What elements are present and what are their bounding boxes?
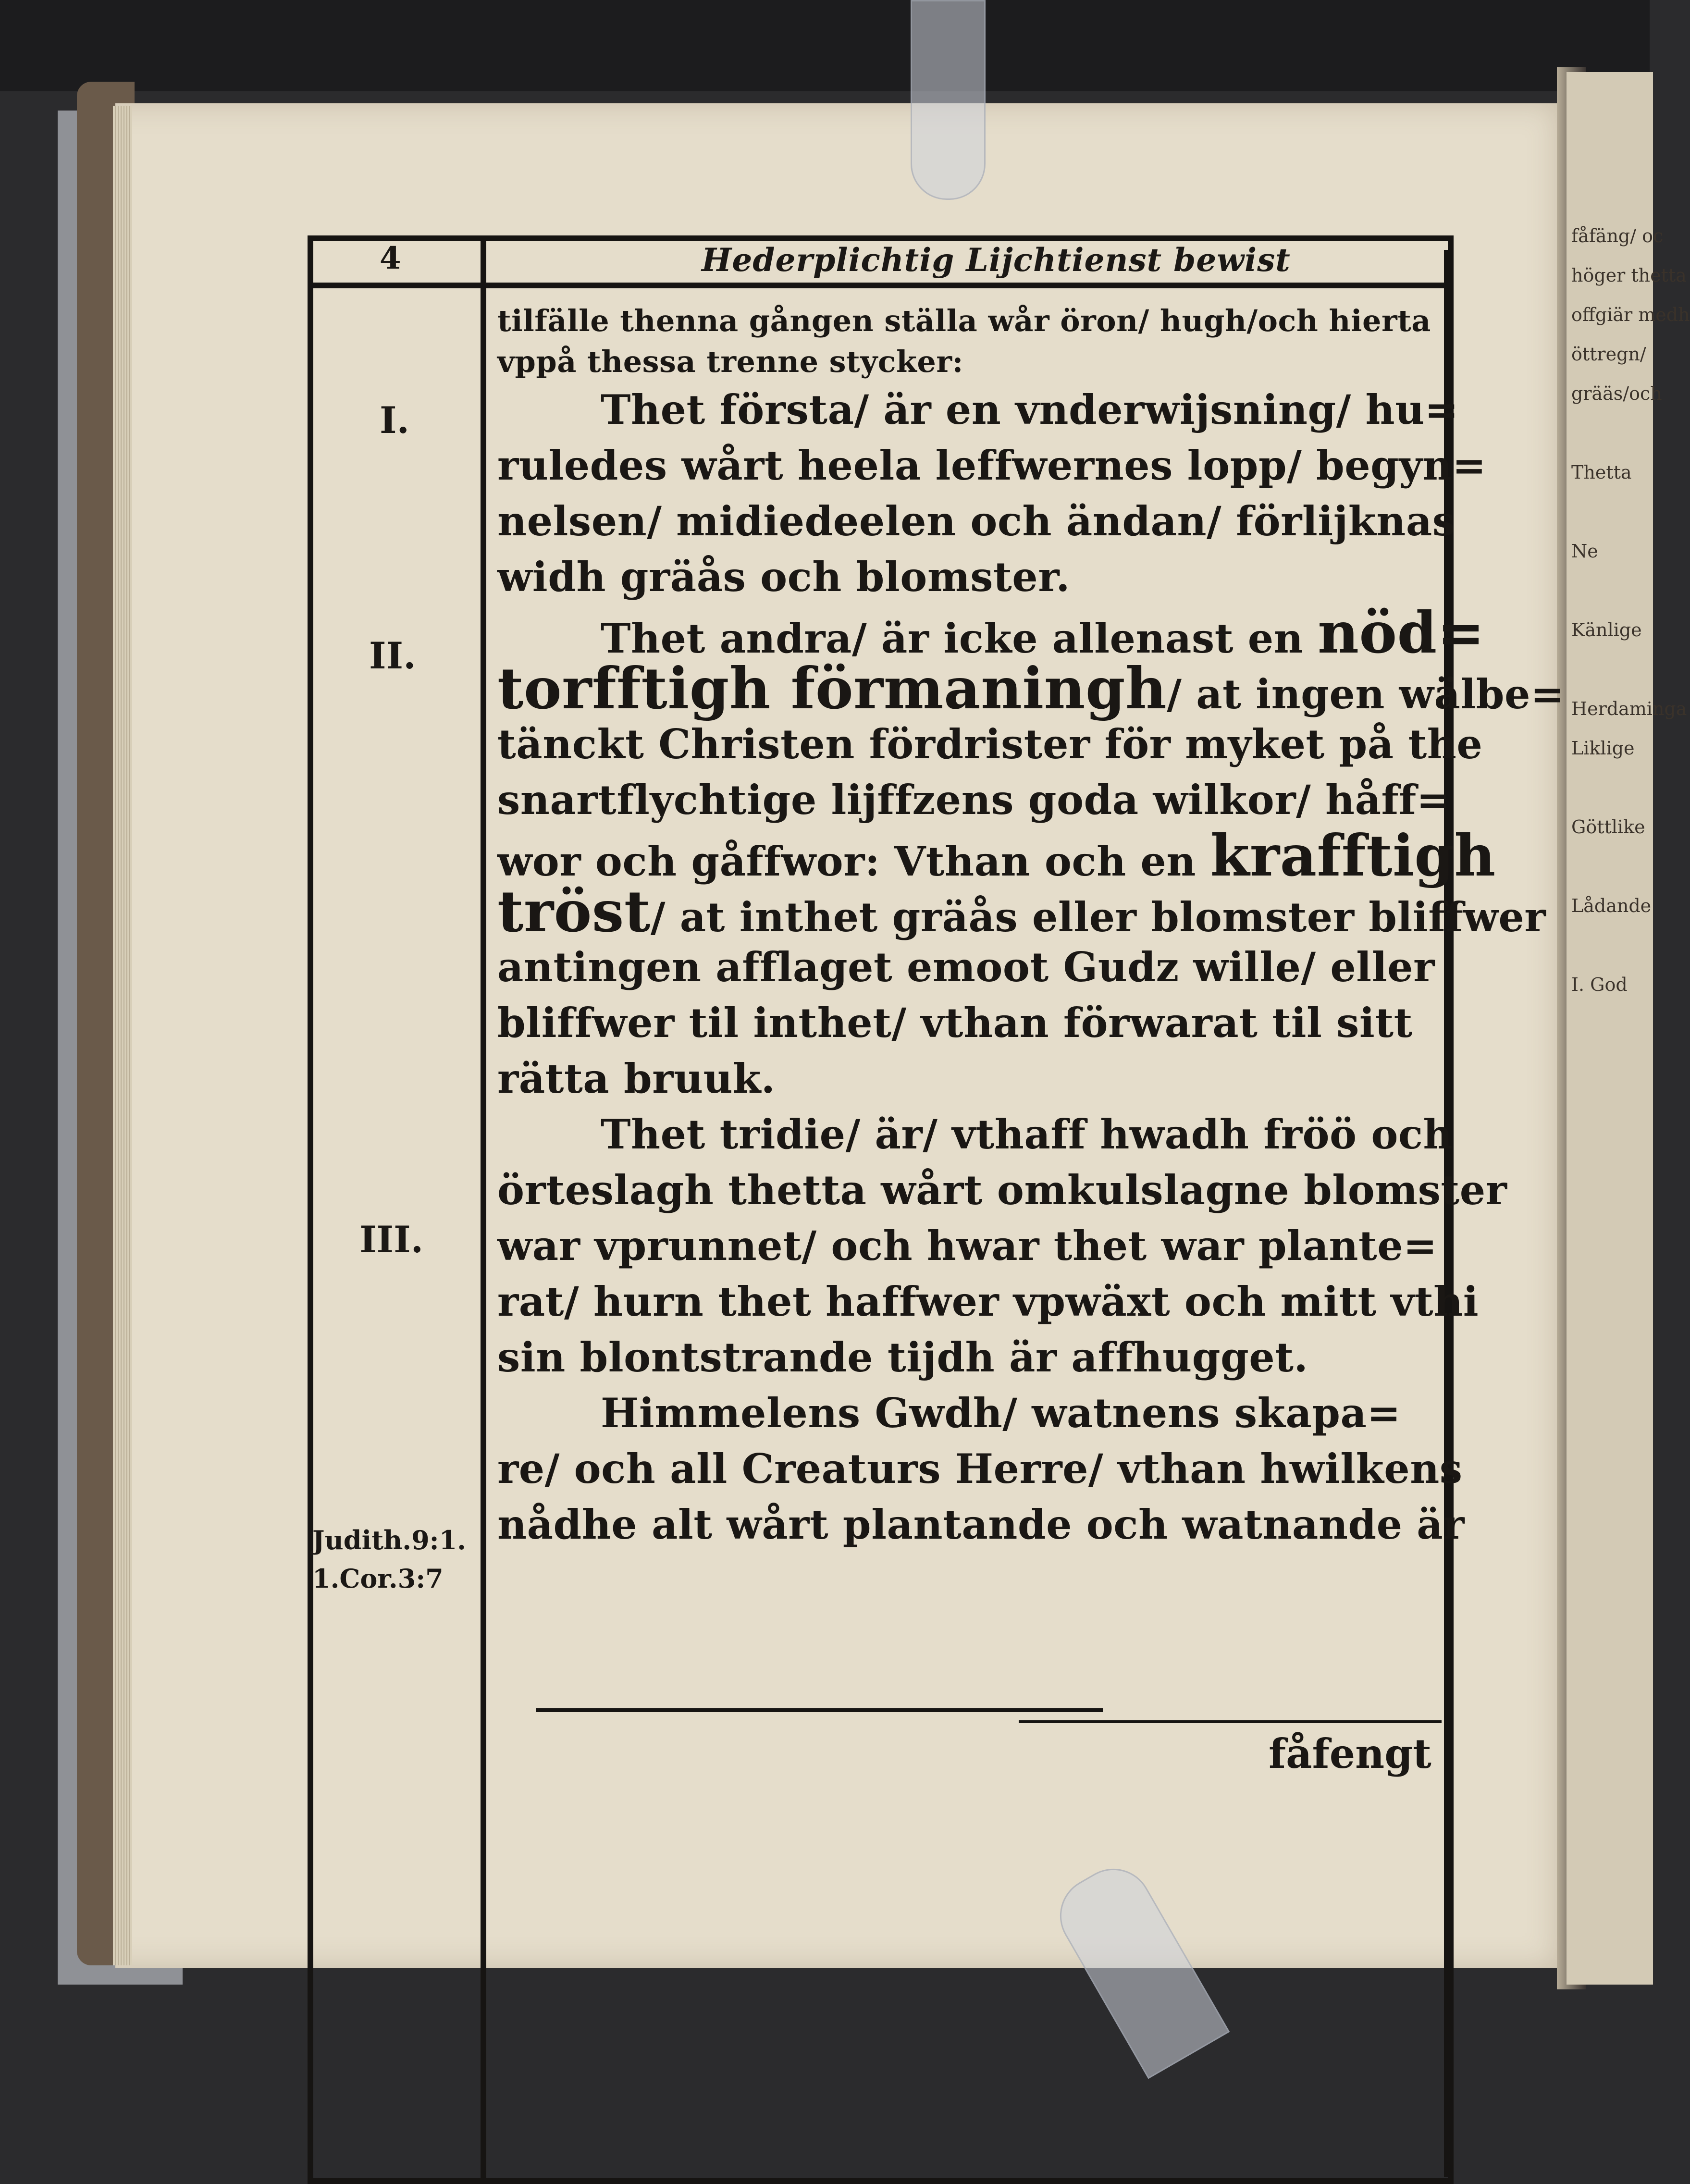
emphasis-text: torfftigh förmaningh [497, 655, 1167, 722]
text-line [497, 599, 1485, 666]
margin-numeral-3: III. [359, 1218, 424, 1261]
text-line: antingen afflaget emoot Gudz wille/ eller [497, 943, 1435, 991]
background-mat [0, 0, 1650, 91]
margin-numeral-2: II. [369, 634, 416, 677]
facing-page-text: fåfäng/ oc höger thetta offgiär medh öttregn/ grääs/och Thetta Ne Känlige Herdaminga Liklige Göttlike Lådande I. God [1571, 225, 1690, 995]
text-line: snartflychtige lijffzens goda wilkor/ håff= [497, 776, 1451, 824]
text-line: widh gräås och blomster. [497, 553, 1071, 601]
text-line: ruledes wårt heela leffwernes lopp/ begyn= [497, 442, 1487, 489]
page-clip-top [911, 0, 986, 200]
footer-rule [536, 1708, 1103, 1712]
emphasis-text: tröst [497, 878, 651, 945]
text-line: nådhe alt wårt plantande och watnande är [497, 1501, 1465, 1548]
margin-scripture-references: Judith.9:1. 1.Cor.3:7 [312, 1525, 466, 1594]
text-line: bliffwer til inthet/ vthan förwarat til sitt [497, 999, 1413, 1047]
text-span: Thet andra/ är icke allenast en [601, 615, 1304, 662]
text-line: tilfälle thenna gången ställa wår öron/ hugh/och hierta [497, 303, 1431, 338]
text-span: wor och gåffwor: Vthan och en [497, 838, 1196, 885]
body-text [497, 300, 1565, 1553]
catchword: fåfengt [1269, 1730, 1431, 1777]
header-rule [308, 283, 1454, 288]
footer-rule-2 [1019, 1720, 1442, 1723]
page-stack-edge [113, 106, 132, 1965]
text-line: Himmelens Gwdh/ watnens skapa= [601, 1389, 1401, 1437]
text-line [497, 655, 1565, 722]
text-line: vppå thessa trenne stycker: [497, 344, 963, 379]
text-line: re/ och all Creaturs Herre/ vthan hwilkens [497, 1445, 1463, 1493]
running-head: Hederplichtig Lijchtienst bewist [702, 241, 1291, 279]
text-line: tänckt Christen fördrister för myket på the [497, 720, 1483, 768]
text-line: nelsen/ midiedeelen och ändan/ förlijknas [497, 497, 1456, 545]
text-span: / at inthet gräås eller blomster bliffwer [650, 893, 1546, 941]
margin-column-rule [481, 235, 486, 2184]
text-span: / at ingen wälbe= [1167, 670, 1565, 718]
margin-numeral-1: I. [380, 399, 410, 442]
text-line: örteslagh thetta wårt omkulslagne blomster [497, 1166, 1507, 1214]
facing-page [1567, 72, 1690, 1985]
text-line: rat/ hurn thet haffwer vpwäxt och mitt vthi [497, 1278, 1479, 1325]
emphasis-text: nöd= [1318, 599, 1485, 666]
page-number: 4 [380, 240, 401, 276]
text-line [497, 878, 1546, 945]
emphasis-text: krafftigh [1210, 822, 1496, 889]
text-line: war vprunnet/ och hwar thet war plante= [497, 1222, 1438, 1270]
text-line: sin blontstrande tijdh är affhugget. [497, 1333, 1308, 1381]
text-line: rätta bruuk. [497, 1055, 776, 1102]
text-line: Thet första/ är en vnderwijsning/ hu= [601, 386, 1459, 433]
text-line: Thet tridie/ är/ vthaff hwadh fröö och [601, 1111, 1453, 1158]
text-line [497, 822, 1496, 889]
